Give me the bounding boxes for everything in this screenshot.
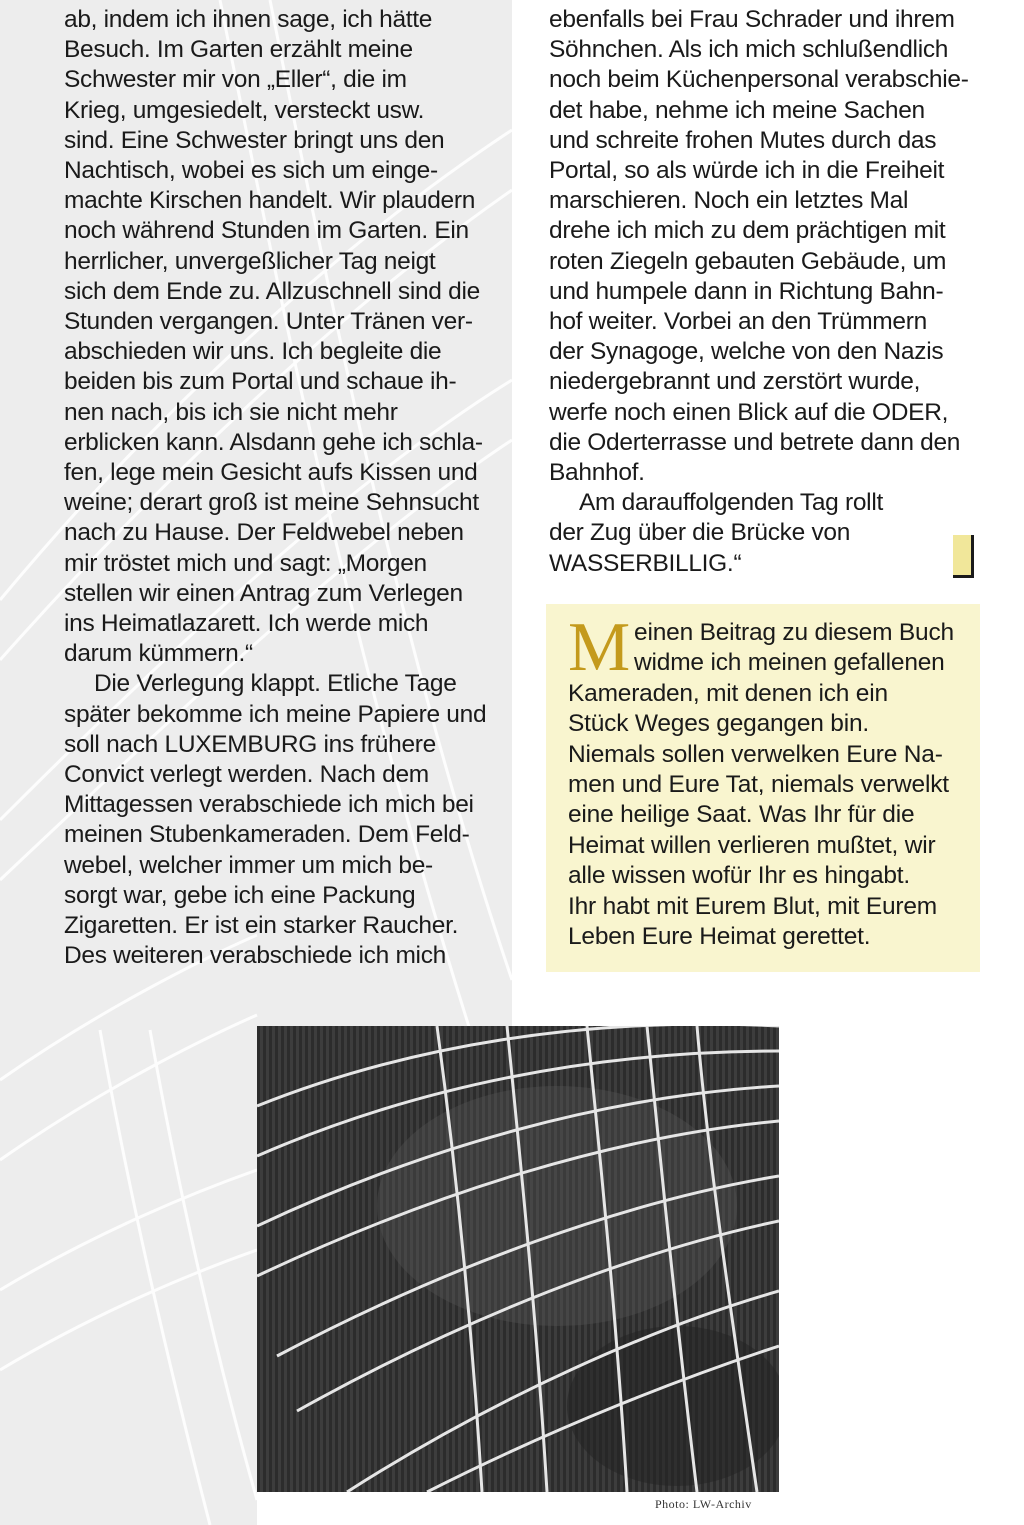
right-text-column (549, 5, 979, 579)
text-line: erblicken kann. Alsdann gehe ich schla- (64, 428, 483, 456)
dedication-line: widme ich meinen gefallenen (634, 649, 945, 677)
text-line: Stunden vergangen. Unter Tränen ver- (64, 308, 473, 336)
text-line: nach zu Hause. Der Feldwebel neben (64, 519, 464, 547)
text-line: machte Kirschen handelt. Wir plaudern (64, 187, 476, 215)
text-line: der Zug über die Brücke von (549, 519, 851, 547)
dedication-line: Heimat willen verlieren mußtet, wir (568, 831, 936, 859)
text-line: meinen Stubenkameraden. Dem Feld- (64, 821, 470, 849)
text-line: WASSERBILLIG.“ (549, 549, 742, 577)
text-line: weine; derart groß ist meine Sehnsucht (64, 489, 479, 517)
text-line: stellen wir einen Antrag zum Verlegen (64, 579, 463, 607)
text-line: det habe, nehme ich meine Sachen (549, 96, 925, 124)
text-line: fen, lege mein Gesicht aufs Kissen und (64, 459, 478, 487)
text-line: der Synagoge, welche von den Nazis (549, 338, 944, 366)
text-line: noch beim Küchenpersonal verabschie- (549, 66, 969, 94)
dedication-line: men und Eure Tat, niemals verwelkt (568, 771, 949, 799)
text-line: Besuch. Im Garten erzählt meine (64, 36, 413, 64)
text-line: darum kümmern.“ (64, 640, 253, 668)
text-line: mir tröstet mich und sagt: „Morgen (64, 549, 427, 577)
dedication-line: Niemals sollen verwelken Eure Na- (568, 740, 943, 768)
dedication-line: Kameraden, mit denen ich ein (568, 679, 888, 707)
left-text-column (64, 5, 504, 972)
dedication-line: eine heilige Saat. Was Ihr für die (568, 801, 915, 829)
text-line: nen nach, bis ich sie nicht mehr (64, 398, 398, 426)
text-line: sind. Eine Schwester bringt uns den (64, 126, 445, 154)
text-line: hof weiter. Vorbei an den Trümmern (549, 308, 927, 336)
text-line: noch während Stunden im Garten. Ein (64, 217, 469, 245)
text-line: die Oderterrasse und betrete dann den (549, 428, 961, 456)
text-line: Bahnhof. (549, 459, 645, 487)
text-line: soll nach LUXEMBURG ins frühere (64, 730, 436, 758)
dedication-line: alle wissen wofür Ihr es hingabt. (568, 862, 911, 890)
text-line: Krieg, umgesiedelt, versteckt usw. (64, 96, 425, 124)
text-line: Nachtisch, wobei es sich um einge- (64, 157, 438, 185)
text-line: später bekomme ich meine Papiere und (64, 700, 487, 728)
text-line: marschieren. Noch ein letztes Mal (549, 187, 909, 215)
text-line: Des weiteren verabschiede ich mich (64, 942, 446, 970)
text-line: ab, indem ich ihnen sage, ich hätte (64, 6, 433, 33)
text-line: herrlicher, unvergeßlicher Tag neigt (64, 247, 436, 275)
text-line: sorgt war, gebe ich eine Packung (64, 881, 416, 909)
text-line: roten Ziegeln gebauten Gebäude, um (549, 247, 947, 275)
text-line: ebenfalls bei Frau Schrader und ihrem (549, 6, 955, 33)
text-line: niedergebrannt und zerstört wurde, (549, 368, 921, 396)
dedication-box (546, 604, 980, 972)
paragraph-first-line: Die Verlegung klappt. Etliche Tage (94, 670, 457, 698)
dedication-dropcap: M (568, 609, 631, 686)
end-of-article-mark (953, 535, 974, 578)
text-line: und schreite frohen Mutes durch das (549, 126, 937, 154)
text-line: webel, welcher immer um mich be- (64, 851, 433, 879)
text-line: Schwester mir von „Eller“, die im (64, 66, 407, 94)
dedication-line: Stück Weges gegangen bin. (568, 710, 870, 738)
dedication-line: Leben Eure Heimat gerettet. (568, 923, 871, 951)
dedication-line: Ihr habt mit Eurem Blut, mit Eurem (568, 892, 937, 920)
text-line: sich dem Ende zu. Allzuschnell sind die (64, 277, 480, 305)
rail-tracks-photo (257, 1026, 779, 1492)
text-line: Zigaretten. Er ist ein starker Raucher. (64, 912, 459, 940)
dedication-line: einen Beitrag zu diesem Buch (634, 619, 954, 646)
text-line: Portal, so als würde ich in die Freiheit (549, 157, 945, 185)
text-line: drehe ich mich zu dem prächtigen mit (549, 217, 946, 245)
text-line: werfe noch einen Blick auf die ODER, (549, 398, 949, 426)
text-line: und humpele dann in Richtung Bahn- (549, 277, 944, 305)
text-line: Convict verlegt werden. Nach dem (64, 761, 429, 789)
text-line: ins Heimatlazarett. Ich werde mich (64, 610, 429, 638)
text-line: beiden bis zum Portal und schaue ih- (64, 368, 457, 396)
photo-credit: Photo: LW-Archiv (655, 1497, 752, 1511)
text-line: abschieden wir uns. Ich begleite die (64, 338, 442, 366)
text-line: Mittagessen verabschiede ich mich bei (64, 791, 474, 819)
text-line: Söhnchen. Als ich mich schlußendlich (549, 36, 949, 64)
paragraph-first-line: Am darauffolgenden Tag rollt (579, 489, 883, 517)
